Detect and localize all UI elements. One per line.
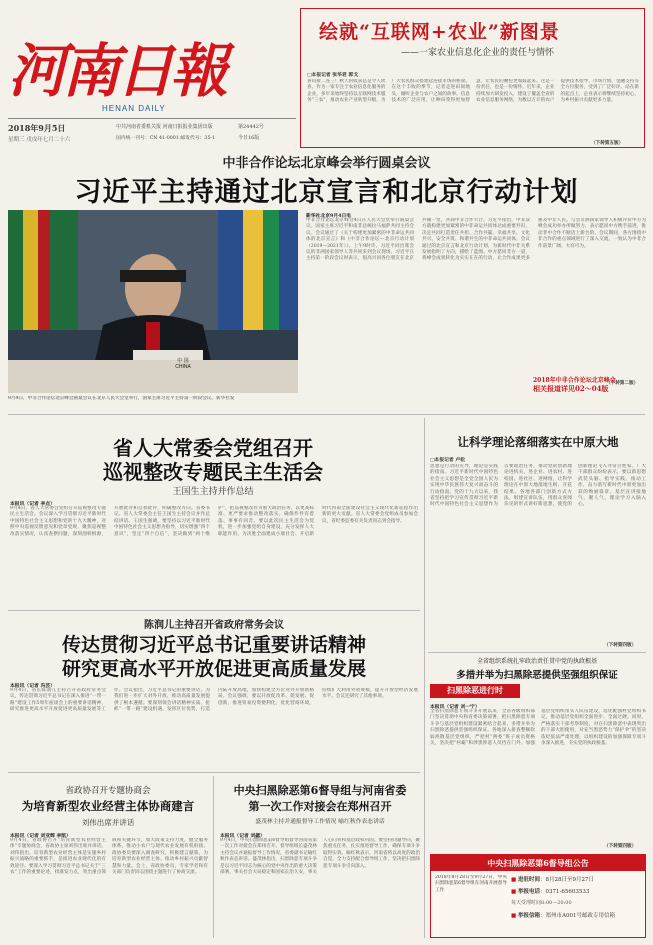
story-four-body: 9月4日，省政协召开“培育新型农业经营主体”专题协商会，省政协主席刘伟出席并讲话。刘伟指出，培育新型农业经营主体是实施乡村振兴战略的重要抓手，是推进农业现代化的有效途径。要深入学习贯彻习近平总书记关于“三农”工作的重要论述，找准发力点，突出重点领域和关键环节，加大政策支持力度，健全服务体系，推动小农户与现代农业发展有机衔接。政协委员要深入调查研究，积极建言献策，为培育新型农业经营主体、推动乡村振兴贡献智慧和力量。会上，省政协委员、专家学者和有关部门负责同志围绕主题进行了协商交流。 [10, 838, 208, 876]
notice-mailbox-label: 举报信箱 [517, 913, 540, 919]
top-feature-headline: 绘就“互联网+农业”新图景 [319, 21, 560, 43]
story-three-headline-1: 传达贯彻习近平总书记重要讲话精神 [61, 634, 366, 656]
lead-body: 中非合作论坛北京峰会4日在人民大会堂举行圆桌会议。国家主席习近平和南非总统拉马福萨共同主持会议。会议通过了《关于构建更加紧密的中非命运共同体的北京宣言》和《中非合作论坛—北京行动计划（2019—2021年）》。上午9时许，习近平同出席会议的非洲国家领导人等共同来到会议现场。习近平在主持第一阶段会议时表示，很高兴同各位朋友在北京共聚一堂，共商中非合作大计。习近平指出，中非双方就构建更加紧密的中非命运共同体达成重要共识，决定共同打造责任共担、合作共赢、幸福共享、文化共兴、安全共筑、和谐共生的中非命运共同体。会议通过的北京宣言和北京行动计划，为新时代中非关系发展指明了方向，描绘了蓝图。中方愿同非方一道，将峰会成果转化为实实在在的行动，让合作成果更多惠及中非人民。与会非洲国家领导人积极评价中方为峰会成功举办所做努力，表示愿同中方携手前进，推动非中合作不断迈上新台阶。会议期间，各方围绕中非合作的重点领域进行了深入交流，一致认为中非合作前景广阔、大有可为。 [306, 218, 646, 262]
masthead-publisher: 中共河南省委机关报 河南日报报业集团出版 [116, 124, 213, 130]
lead-headline: 习近平主持通过北京宣言和北京行动计划 [74, 177, 579, 208]
notice-phone-row: ■ 举报电话：0371-65603533 [511, 889, 590, 895]
lead-continue: （下转第二版） [606, 381, 639, 386]
right-continue: （下转第四版） [604, 643, 637, 648]
divider-bottom-vertical [213, 776, 214, 938]
right-headline: 让科学理论落细落实在中原大地 [457, 435, 619, 449]
divider-right [428, 652, 646, 653]
lead-photo-caption: 9月4日，中非合作论坛北京峰会圆桌会议在北京人民大会堂举行，国家主席习近平主持第一阶段会议。新华社发 [8, 396, 235, 401]
notice-phone: 0371-65603533 [545, 889, 590, 895]
story-four-headline: 为培育新型农业经营主体协商建言 [21, 799, 195, 813]
story-two-body: 9月4日，省人大常委会党组召开巡视整改专题民主生活会。会议深入学习贯彻习近平新时代中国特色社会主义思想和党的十九大精神，对照中央巡视反馈意见和党章党规，聚焦巡视整改落实情况，认真查摆问题，深刻剖析根源，开展批评和自我批评，明确整改方向。省委书记、省人大常委会主任王国生主持会议并作总结讲话。王国生强调，要坚持以习近平新时代中国特色社会主义思想为指导，切实增强“四个意识”，坚定“四个自信”，坚决做到“两个维护”，把巡视整改作为重大政治任务，以更高标准、更严要求推动整改落实，确保件件有着落、事事有回音。要以此次民主生活会为契机，进一步加强党组自身建设，充分发挥人大职能作用，为决胜全面建成小康社会、开启新时代河南全面建设社会主义现代化新征程作出新的更大贡献。省人大常委会党组成员参加会议，省纪委监委有关负责同志到会指导。 [10, 506, 418, 537]
story-two-headline-1: 省人大常委会党组召开 [113, 436, 313, 460]
notice-banner: 中央扫黑除恶第6督导组公告 [431, 855, 645, 871]
top-feature-body: 喜讯接二连三！秋天的收获总是令人欣喜。作为一家专注于农业信息化服务的企业，多年来始终坚持以互联网技术服务“三农”，推动农业产业转型升级，为广大农民群众搭建起连接市场的桥梁。在这个丰收的季节，记者走进田间地头，倾听企业与农户之间的故事。信息技术的广泛应用，让种田变得更加智慧，让农民的腰包更加鼓起来。这是一份责任，也是一份情怀。近年来，企业持续加大研发投入，建设了覆盖全省的农业信息服务网络，为数以万计的农户提供技术指导、市场行情、金融支持等全方位服务，受到了广泛好评。站在新的起点上，企业表示将继续坚持初心，为乡村振兴贡献更多力量。 [307, 79, 639, 104]
notice-bullet-icon: ■ [511, 913, 517, 919]
notice-period-label: 进驻时间 [517, 877, 540, 883]
lead-photo-placard: 中 国 CHINA [175, 358, 191, 370]
gangsters-dateline: 本报讯（记者 刘一宁） [430, 704, 480, 710]
notice-phone-label: 举报电话 [517, 889, 540, 895]
masthead-pages: 今日16版 [238, 135, 260, 141]
story-four-dateline: 本报讯（记者 刘亚辉 李凯） [10, 833, 71, 839]
notice-intro: 2018年8月28日至9月27日，中央扫黑除恶第6督导组在河南开展督导工作 [435, 875, 507, 893]
gangsters-kicker: 全省组织系统扎牢政治责任贯中党的执政根基 [476, 658, 597, 665]
notice-box [430, 854, 646, 938]
story-three-dateline: 本报讯（记者 冯芸） [10, 683, 55, 689]
masthead-issn: 国内统一刊号：CN 41-0001 邮发代号：35-1 [116, 136, 216, 141]
lead-related-sub: 相关报道详见02～04版 [533, 384, 609, 393]
masthead-rule [8, 118, 296, 119]
notice-mailbox-row: ■ 举报信箱：郑州市A001号邮政专用信箱 [511, 913, 615, 919]
gangsters-continue: （下转第四版） [604, 844, 637, 849]
story-two-subhead: 王国生主持并作总结 [172, 487, 254, 497]
story-two-dateline: 本报讯（记者 李点） [10, 501, 55, 507]
masthead-weekday: 星期三 戊戌年七月二十六 [8, 137, 71, 143]
top-feature-continue: （下转第五版） [591, 141, 624, 146]
notice-period-row: ■ 进驻时间：8月28日至9月27日 [511, 877, 594, 883]
masthead-subtitle: HENAN DAILY [102, 104, 166, 113]
story-four-subhead: 刘伟出席并讲话 [81, 818, 135, 827]
lead-kicker: 中非合作论坛北京峰会举行圆桌会议 [222, 156, 431, 171]
masthead-date: 2018年9月5日 [8, 123, 66, 133]
story-three-kicker: 陈润儿主持召开省政府常务会议 [144, 620, 284, 631]
notice-period: 8月28日至9月27日 [545, 877, 594, 883]
notice-mailbox: 郑州市A001号邮政专用信箱 [545, 913, 615, 919]
notice-bullet-icon: ■ [511, 889, 517, 895]
gangsters-body: 全省扫黑除恶专项斗争开展以来，全省各级组织部门坚决贯彻中央和省委决策部署，把扫黑除恶专项斗争与基层党组织建设紧密结合起来，多措并举为扫黑除恶提供坚强组织保证。各地深入排查整顿软弱涣散基层党组织，严把村“两委”班子成员资格关，坚决把“村霸”和涉黑涉恶人员挡在门外。加强基层党组织带头人队伍建设，选优配强村党组织书记，推动基层党组织全面进步、全面过硬。同时，严格落实干部考察制度，对在扫黑除恶中表现突出的干部大胆使用，对充当黑恶势力“保护伞”的坚决依纪依法严肃处理，以组织建设的加强保障专项斗争深入推进，夯实党的执政根基。 [430, 709, 646, 747]
divider-story-three [8, 772, 420, 773]
divider-lead [8, 414, 645, 415]
gangsters-banner: 扫黑除恶进行时 [430, 684, 520, 698]
right-byline: □本报记者 卢松 [430, 457, 465, 463]
top-feature-subhead: ——一家农业信息化企业的责任与情怀 [401, 48, 555, 58]
divider-story-two [8, 610, 420, 611]
masthead-issue-no: 第24442号 [238, 124, 264, 130]
masthead [0, 0, 296, 148]
story-two-headline-2: 巡视整改专题民主生活会 [103, 460, 323, 484]
masthead-title: 河南日報 [8, 37, 225, 105]
story-five-headline-1: 中央扫黑除恶第6督导组与河南省委 [233, 784, 407, 797]
gangsters-headline: 多措并举为扫黑除恶提供坚强组织保证 [456, 670, 618, 681]
story-five-body: 9月4日，中央扫黑除恶第6督导组督导河南省第一次工作对接会在郑州召开。督导组组长盛茂林主持会议并通报督导工作情况，省委副书记喻红秋作表态讲话。盛茂林指出，扫黑除恶专项斗争是以习近平同志为核心的党中央作出的重大决策部署，事关社会大局稳定和国家长治久安，事关人心向背和基层政权巩固。要坚持问题导向，聚焦重点任务，扎实推进督导工作，确保专项斗争取得实效。喻红秋表示，河南省将以高度的政治自觉，全力支持配合督导组工作，坚决把扫黑除恶专项斗争引向深入。 [220, 838, 420, 876]
lead-dateline: 新华社北京9月4日电 [306, 213, 352, 219]
story-three-body: 9月4日，省长陈润儿主持召开省政府常务会议，传达贯彻习近平总书记在深入推进“一带一路”建设工作5周年座谈会上的重要讲话精神，研究推进更高水平开放促进更高质量发展等工作。会议指出，习近平总书记的重要讲话，为我们进一步扩大对外开放、推动高质量发展提供了根本遵循。要深刻领会讲话精神实质，抢抓“一带一路”建设机遇，发挥区位优势，打造内陆开放高地，加快构建全方位对外开放新格局。会议强调，要以开放促改革、促发展、促创新，推进贸易投资便利化，优化营商环境，持续扩大利用外资规模，提升开放型经济发展水平。会议还研究了其他事项。 [10, 688, 418, 713]
story-five-headline-2: 第一次工作对接会在郑州召开 [248, 800, 392, 813]
top-feature [300, 8, 645, 148]
lead-related-banner: 2018年中非合作论坛北京峰会 [533, 377, 616, 384]
story-four-kicker: 省政协召开专题协商会 [65, 786, 151, 796]
story-three-headline-2: 研究更高水平开放促进更高质量发展 [61, 658, 366, 680]
lead-photo [8, 210, 298, 393]
notice-hours: 每天受理时间8:00—20:00 [511, 900, 572, 906]
story-five-dateline: 本报讯（记者 刘勰） [220, 833, 265, 839]
story-five-subhead: 盛茂林主持并通报督导工作情况 喻红秋作表态讲话 [255, 819, 385, 825]
notice-bullet-icon: ■ [511, 877, 517, 883]
divider-right-vertical [424, 418, 425, 938]
top-feature-byline: □本报记者 张华君 郭戈 [307, 72, 359, 78]
right-body: 思想是行动的先导，理论是实践的指南。习近平新时代中国特色社会主义思想是全党全国人民为实现中华民族伟大复兴而奋斗的行动指南。党的十九大以来，我省坚持把学习宣传贯彻习近平新时代中国特色社会主义思想作为首要政治任务，推动党的创新理论进机关、进企业、进农村、进校园、进社区、进网络，让科学理论在中原大地落地生根、开花结果。各地各部门创新方式方法，组建宣讲队伍，用群众喜闻乐见的形式讲好新思想，使党的创新理论飞入寻常百姓家。广大干部群众纷纷表示，要以新思想武装头脑、指导实践、推动工作，奋力谱写新时代中原更加出彩的绚丽篇章。基层宣讲接地气、聚人气，理论学习入脑入心。 [430, 464, 646, 508]
